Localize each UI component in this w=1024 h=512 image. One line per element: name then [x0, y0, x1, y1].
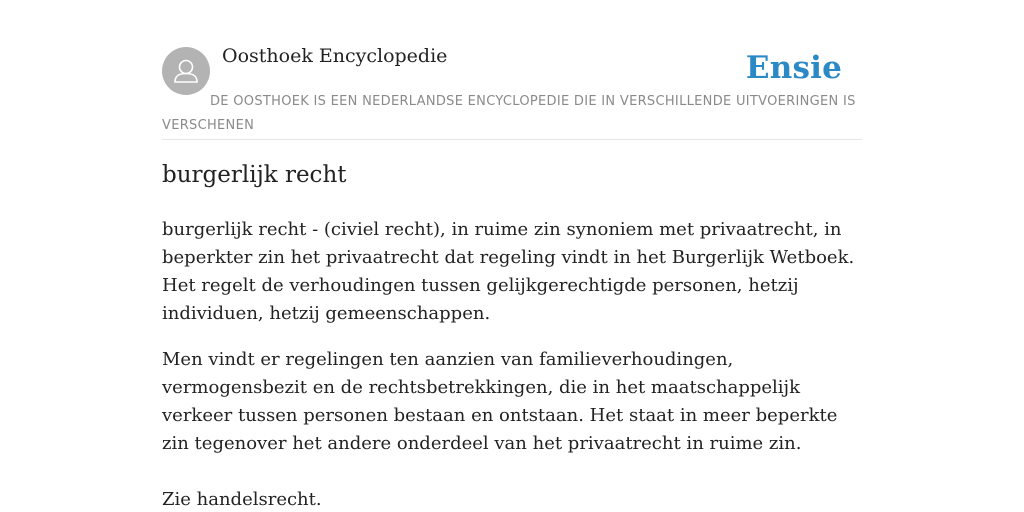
brand-logo[interactable]: Ensie [745, 50, 842, 86]
article-title: burgerlijk recht [162, 162, 347, 188]
source-name[interactable]: Oosthoek Encyclopedie [222, 45, 448, 67]
article-paragraph: Men vindt er regelingen ten aanzien van familieverhoudingen, vermogensbezit en de rechtsbetrekkingen, die in het maatschappelijk verkeer tussen personen bestaan en ontstaan. Het staat in meer beperkte zin tegenover het andere onderdeel van het privaatrecht in ruime zin. [162, 349, 838, 454]
user-icon [162, 47, 210, 95]
site-header [162, 0, 862, 140]
see-also-text: Zie handelsrecht. [162, 489, 322, 510]
article-paragraph: burgerlijk recht - (civiel recht), in ruime zin synoniem met privaatrecht, in beperkter zin het privaatrecht dat regeling vindt in het Burgerlijk Wetboek. Het regelt de verhoudingen tussen gelijkgerechtigde personen, hetzij individuen, hetzij gemeenschappen. [162, 219, 855, 324]
page-container [162, 0, 862, 510]
source-description: DE OOSTHOEK IS EEN NEDERLANDSE ENCYCLOPEDIE DIE IN VERSCHILLENDE UITVOERINGEN IS VERSCHENEN [162, 94, 856, 133]
article-body [162, 216, 862, 512]
source-avatar[interactable] [162, 47, 210, 95]
